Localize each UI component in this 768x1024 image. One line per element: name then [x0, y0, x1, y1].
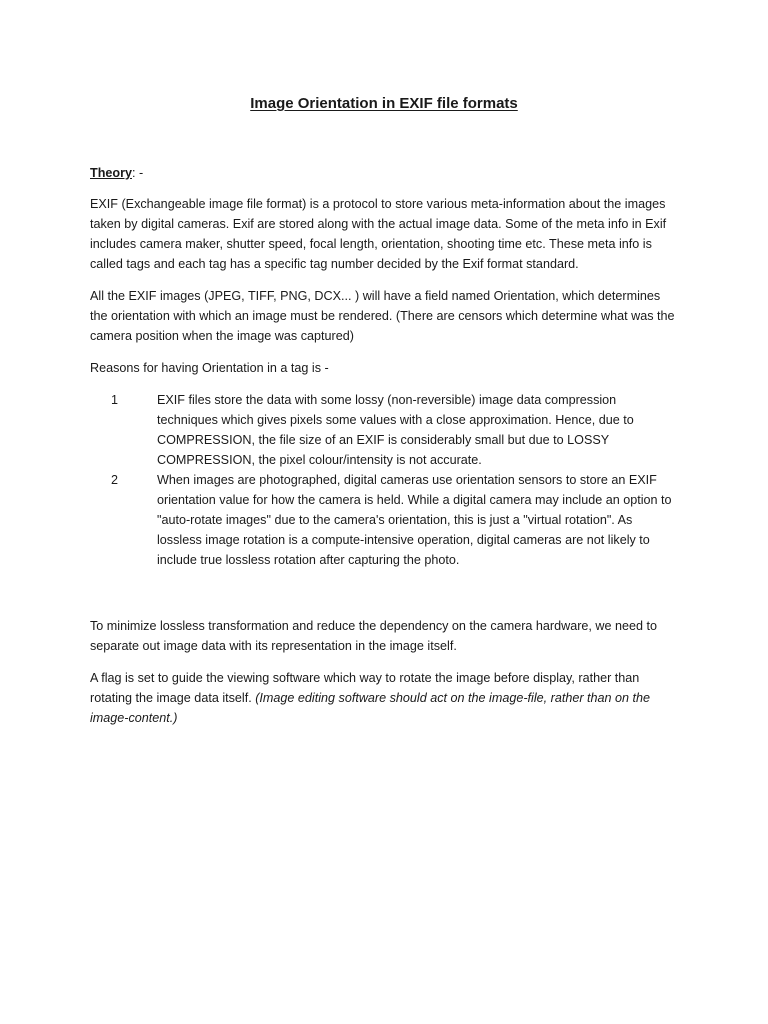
paragraph-flag-text: A flag is set to guide the viewing software which way to rotate the image before display, rather than rotating the image data itself.	[90, 671, 640, 705]
theory-suffix: : -	[132, 166, 144, 180]
list-item-text: EXIF files store the data with some lossy (non-reversible) image data compression techniques which gives pixels some values with a close approximation. Hence, due to COMPRESSION, the file size of an EXIF is considerably small but due to LOSSY COMPRESSION, the pixel colour/intensity is not accurate.	[157, 393, 634, 467]
page-title: Image Orientation in EXIF file formats	[250, 95, 518, 112]
paragraph-flag-italic-note: (Image editing software should act on the image-file, rather than on the image-content.)	[90, 691, 651, 725]
reasons-list	[90, 390, 680, 570]
paragraph-minimize-transformation: To minimize lossless transformation and reduce the dependency on the camera hardware, we need to separate out image data with its representation in the image itself.	[90, 619, 658, 653]
theory-heading	[90, 163, 680, 183]
paragraph-orientation-field: All the EXIF images (JPEG, TIFF, PNG, DCX... ) will have a field named Orientation, which determines the orientation with which an image must be rendered. (There are censors which determine what was the camera position when the image was captured)	[90, 289, 675, 343]
list-item-number: 1	[111, 393, 119, 407]
spacer	[90, 570, 680, 616]
list-item	[90, 390, 680, 470]
list-item-text: When images are photographed, digital cameras use orientation sensors to store an EXIF orientation value for how the camera is held. While a digital camera may include an option to "auto-rotate images" due to the camera's orientation, this is just a "virtual rotation". As lossless image rotation is a compute-intensive operation, digital cameras are not likely to include true lossless rotation after capturing the photo.	[157, 473, 672, 567]
document-body	[90, 163, 680, 740]
paragraph-exif-definition: EXIF (Exchangeable image file format) is a protocol to store various meta-information about the images taken by digital cameras. Exif are stored along with the actual image data. Some of the meta info in Exif includes camera maker, shutter speed, focal length, orientation, shooting time etc. These meta info is called tags and each tag has a specific tag number decided by the Exif format standard.	[90, 197, 667, 271]
list-item-number: 2	[111, 473, 119, 487]
paragraph-flag	[90, 668, 680, 728]
theory-label: Theory	[90, 166, 132, 180]
list-item	[90, 470, 680, 570]
paragraph-reasons-intro: Reasons for having Orientation in a tag is -	[90, 361, 329, 375]
